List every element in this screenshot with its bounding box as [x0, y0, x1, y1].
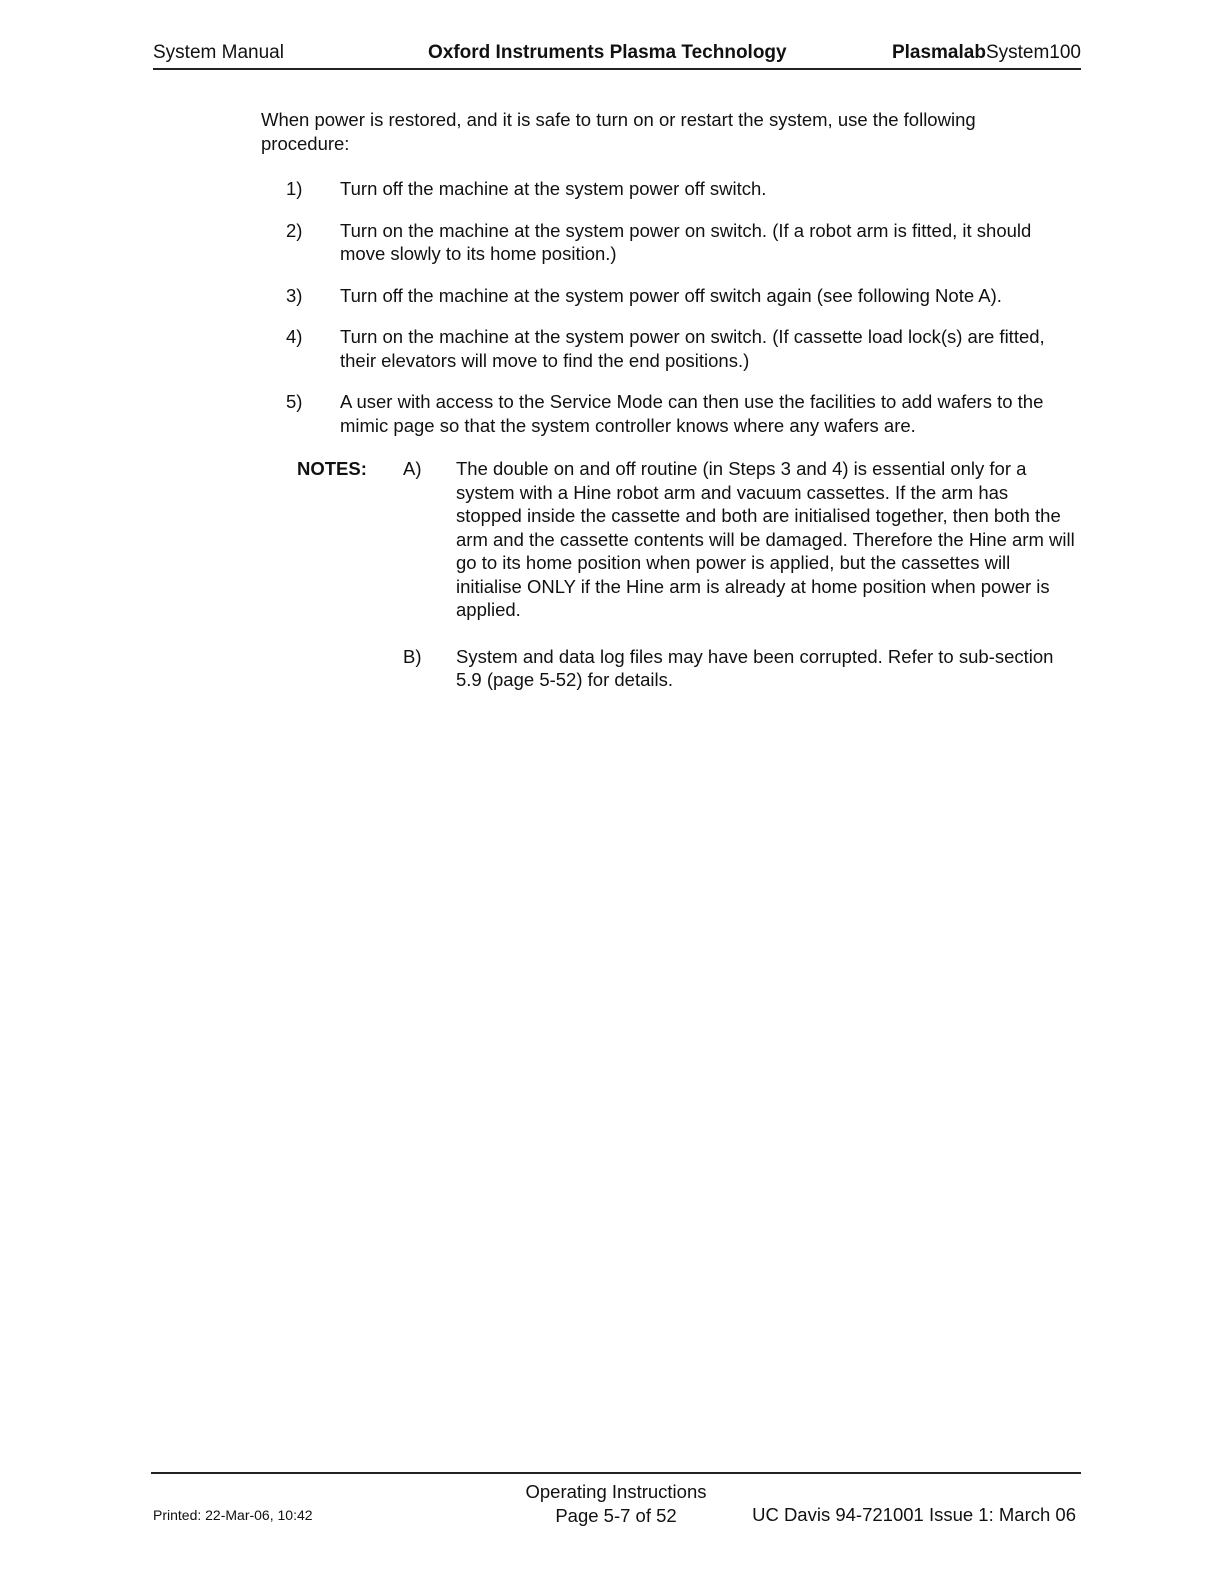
- note-item: [403, 645, 1076, 692]
- step-text: A user with access to the Service Mode can then use the facilities to add wafers to the mimic page so that the system controller knows where any wafers are.: [340, 391, 1044, 436]
- step-number: 4): [286, 326, 303, 347]
- step-text: Turn on the machine at the system power on switch. (If cassette load lock(s) are fitted, their elevators will move to find the end positions.): [340, 326, 1045, 371]
- footer-printed-date: Printed: 22-Mar-06, 10:42: [153, 1507, 313, 1523]
- step-number: 2): [286, 219, 303, 241]
- header-company-name: Oxford Instruments Plasma Technology: [428, 42, 787, 63]
- list-item: [286, 219, 1076, 266]
- step-text: Turn off the machine at the system power off switch again (see following Note A).: [340, 284, 1002, 306]
- list-item: [286, 325, 1076, 372]
- page-header: [153, 40, 1081, 70]
- step-number: 3): [286, 284, 303, 306]
- step-number: 1): [286, 178, 303, 199]
- footer-page-info: [466, 1480, 766, 1527]
- note-text: The double on and off routine (in Steps 3 and 4) is essential only for a system with a Hine robot arm and vacuum cassettes. If the arm has stopped inside the cassette and both are initialised together, then both the arm and the cassette contents will be damaged. Therefore the Hine arm will go to its home position when power is applied, but the cassettes will initialise ONLY if the Hine arm is already at home position when power is applied.: [456, 458, 1075, 620]
- header-manual-title: System Manual: [153, 42, 284, 63]
- step-text: Turn on the machine at the system power on switch. (If a robot arm is fitted, it should move slowly to its home position.): [340, 219, 1032, 264]
- list-item: [286, 284, 1076, 308]
- list-item: [286, 390, 1076, 437]
- footer-document-id: UC Davis 94-721001 Issue 1: March 06: [752, 1504, 1076, 1525]
- note-letter: A): [403, 458, 422, 479]
- note-letter: B): [403, 645, 422, 667]
- step-text: Turn off the machine at the system power off switch.: [340, 178, 767, 199]
- step-number: 5): [286, 391, 303, 412]
- header-product-light: System100: [985, 42, 1081, 63]
- note-item: [403, 457, 1076, 622]
- footer-divider: [151, 1472, 1081, 1474]
- footer-page-number: Page 5-7 of 52: [555, 1504, 677, 1526]
- list-item: [286, 177, 1076, 201]
- note-text: System and data log files may have been corrupted. Refer to sub-section 5.9 (page 5-52) for details.: [456, 645, 1054, 690]
- notes-section: [297, 457, 1087, 715]
- procedure-steps: [286, 177, 1076, 455]
- footer-section-title: Operating Instructions: [525, 1481, 707, 1502]
- notes-label: NOTES:: [297, 458, 367, 479]
- header-product-bold: Plasmalab: [891, 42, 986, 63]
- intro-paragraph: When power is restored, and it is safe to turn on or restart the system, use the following procedure:: [261, 109, 976, 154]
- header-product-name: [892, 42, 1081, 64]
